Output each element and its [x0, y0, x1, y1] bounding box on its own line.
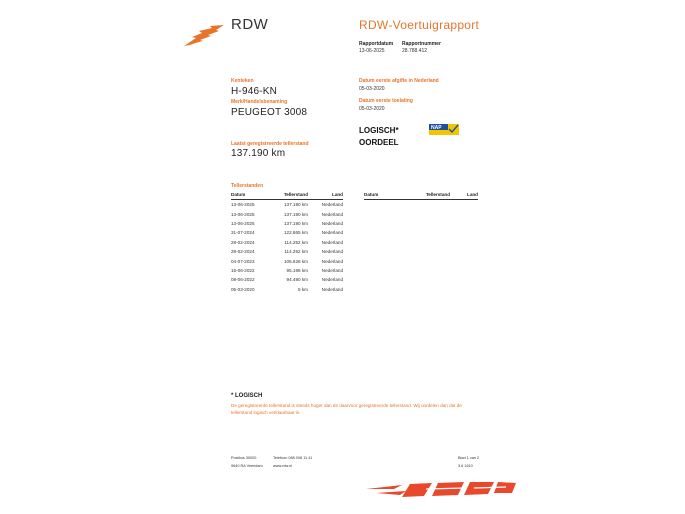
row-odometer: 137.190 km	[283, 220, 308, 226]
row-date: 05-03-2020	[231, 286, 255, 292]
row-odometer: 137.190 km	[283, 211, 308, 217]
table-row	[231, 247, 343, 256]
footer-postbus: Postbus 30000	[231, 456, 257, 460]
first-admission-value: 05-03-2020	[359, 106, 385, 112]
first-issue-nl-value: 05-03-2020	[359, 86, 385, 92]
row-date: 13-06-2025	[231, 202, 255, 208]
row-country: Nederland	[321, 211, 343, 217]
table-row	[231, 200, 343, 210]
row-country: Nederland	[321, 286, 343, 292]
report-number: 28.788.412	[402, 48, 428, 54]
row-date: 28-02-2024	[231, 239, 255, 245]
odometer-section-title: Tellerstanden	[231, 183, 264, 189]
plate-label: Kenteken	[231, 78, 254, 84]
col-date: Datum	[364, 190, 404, 200]
row-odometer: 5 km	[298, 286, 308, 292]
footnote-title: * LOGISCH	[231, 393, 263, 399]
brand-stripes-icon	[366, 481, 518, 498]
row-country: Nederland	[321, 258, 343, 264]
row-country: Nederland	[321, 249, 343, 255]
table-row	[231, 275, 343, 284]
table-row	[231, 285, 343, 294]
report-title: RDW-Voertuigrapport	[359, 18, 480, 32]
row-country: Nederland	[321, 202, 343, 208]
row-date: 13-06-2025	[231, 220, 255, 226]
make-value: PEUGEOT 3008	[231, 107, 308, 118]
row-country: Nederland	[321, 220, 343, 226]
row-odometer: 122.865 km	[283, 230, 308, 236]
nap-badge-text: NAP	[431, 125, 442, 131]
rdw-logo-icon	[182, 24, 226, 48]
report-date-label: Rapportdatum	[359, 41, 394, 47]
footer-city: 9640 RA Veendam	[231, 464, 263, 468]
row-odometer: 137.190 km	[283, 202, 308, 208]
row-odometer: 94.490 km	[286, 277, 308, 283]
odometer-label: Laatst geregistreerde tellerstand	[231, 141, 309, 147]
table-header-row	[364, 190, 478, 200]
footer-version: 3.6 1610	[458, 464, 473, 468]
row-odometer: 114.252 km	[284, 249, 308, 255]
verdict-line-2: OORDEEL	[359, 138, 399, 147]
row-country: Nederland	[321, 267, 343, 273]
verdict-line-1: LOGISCH*	[359, 126, 399, 135]
row-odometer: 105.626 km	[283, 258, 308, 264]
first-admission-label: Datum eerste toelating	[359, 98, 413, 104]
col-odometer: Tellerstand	[404, 190, 452, 200]
row-country: Nederland	[321, 239, 343, 245]
plate-value: H-946-KN	[231, 86, 278, 97]
row-date: 04-07-2023	[231, 258, 255, 264]
footer-page: Blad 1 van 2	[458, 456, 480, 460]
row-odometer: 114.252 km	[284, 239, 308, 245]
odometer-table-2	[364, 190, 478, 200]
report-number-label: Rapportnummer	[402, 41, 441, 47]
footnote-text: De geregistreerde tellerstand is steeds hoger dan de daarvoor geregistreerde tellerstand. Wij oordelen dan dat de tellerstand logisch verklaarbaar is.	[231, 403, 462, 415]
col-country: Land	[452, 190, 478, 200]
verdict	[359, 125, 399, 149]
table-row	[231, 209, 343, 218]
table-row	[231, 219, 343, 228]
row-date: 13-06-2025	[231, 211, 255, 217]
odometer-table	[231, 190, 343, 294]
nap-badge-icon	[429, 124, 459, 135]
footer-phone: Telefoon 088 008 11 41	[273, 456, 313, 460]
row-date: 15-06-2022	[231, 267, 255, 273]
org-name: RDW	[231, 16, 269, 33]
report-date: 13-06-2025	[359, 48, 385, 54]
row-odometer: 95.196 km	[286, 267, 308, 273]
table-header-row	[231, 190, 343, 200]
row-date: 28-02-2024	[231, 249, 255, 255]
make-label: Merk/Handelsbenaming	[231, 99, 288, 105]
first-issue-nl-label: Datum eerste afgifte in Nederland	[359, 78, 439, 84]
row-country: Nederland	[321, 230, 343, 236]
table-row	[231, 266, 343, 275]
col-country: Land	[310, 190, 343, 200]
table-row	[231, 256, 343, 265]
odometer-value: 137.190 km	[231, 148, 286, 159]
col-odometer: Tellerstand	[271, 190, 310, 200]
footer-website[interactable]: www.rdw.nl	[273, 464, 292, 468]
row-date: 31-07-2024	[231, 230, 255, 236]
table-row	[231, 238, 343, 247]
table-row	[231, 228, 343, 237]
row-country: Nederland	[321, 277, 343, 283]
row-date: 08-06-2022	[231, 277, 255, 283]
col-date: Datum	[231, 190, 271, 200]
